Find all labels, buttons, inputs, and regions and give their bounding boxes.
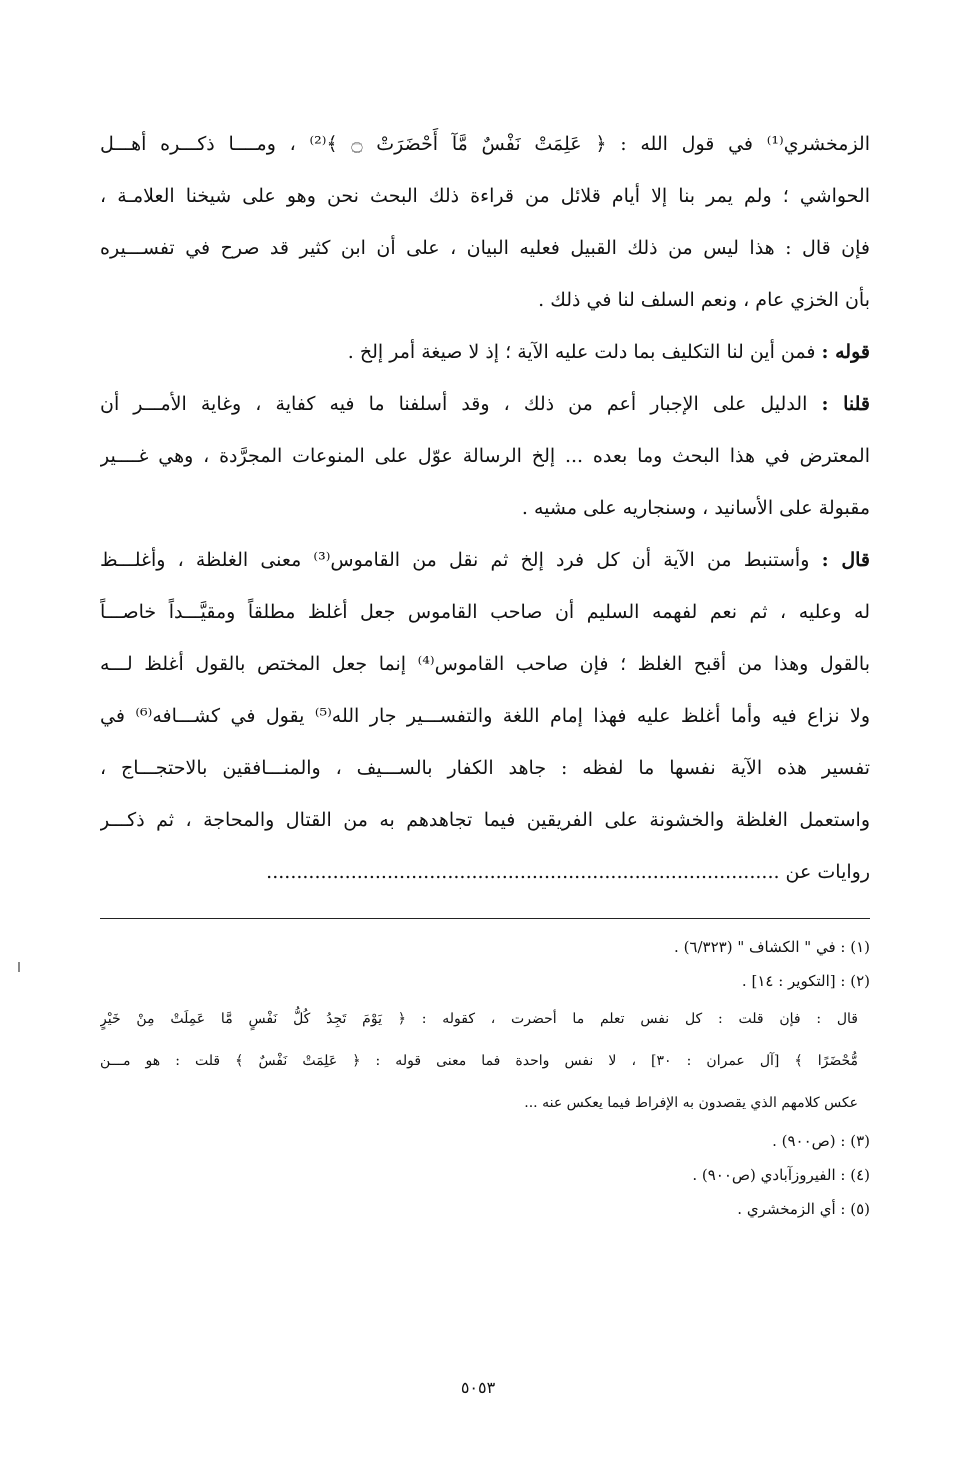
footnote-2-quote-line: قال : فإن قلت : كل نفس تعلم ما أحضرت ، كقوله : ﴿ يَوْمَ تَجِدُ كُلُّ نَفْسٍ مَّا عَمِلَتْ مِنْ خَيْرٍ [100,1011,858,1027]
footnote-2: (٢) : [التكوير : ١٤] . [741,972,870,990]
text-line: له وعليه ، ثم نعم لفهمه السليم أن صاحب القاموس جعل أغلظ مطلقاً ومقيَّـــداً خاصـــاً [100,601,870,623]
footnote-2-quote-line: عكس كلامهم الذي يقصدون به الإفراط فيما يعكس عنه ... [524,1095,858,1111]
qawluhu-text: فمن أين لنا التكليف بما دلت عليه الآية ؛ إذ لا صيغة أمر إلخ . [347,341,822,363]
qulna-paragraph [100,378,870,430]
text-line: روايات عن ..................................................................................... [266,861,870,883]
qala-first-line: وأستنبط من الآية أن كل فرد إلخ ثم نقل من القاموس⁽³⁾ معنى الغلظة ، وأغلـــظ [100,549,822,571]
qala-paragraph [100,534,870,586]
text-line: فإن قال : هذا ليس من ذلك القبيل فعليه البيان ، على أن ابن كثير قد صرح في تفســـيره [100,237,870,259]
qawluhu-paragraph [100,326,870,378]
text-line: ولا نزاع فيه وأما أغلظ عليه فهذا إمام اللغة والتفســـير جار الله⁽⁵⁾ يقول في كشـــافه⁽⁶⁾ في [100,705,870,727]
text-line: بأن الخزي عام ، ونعم السلف لنا في ذلك . [538,289,870,311]
main-text [100,118,870,898]
footnote-4: (٤) : الفيروزآبادي (ص٩٠٠) . [692,1166,870,1184]
qawluhu-lead: قوله : [821,341,870,363]
text-line: بالقول وهذا من أقبح الغلظ ؛ فإن صاحب القاموس⁽⁴⁾ إنما جعل المختص بالقول أغلظ لـــه [100,653,870,675]
text-line: المعترض في هذا البحث وما بعده ... إلخ الرسالة عوّل على المنوعات المجرَّدة ، وهي غــــير [100,445,870,467]
footnotes [100,930,870,1226]
text-line: واستعمل الغلظة والخشونة على الفريقين فيما تجاهدهم به من القتال والمحاجة ، ثم ذكـــر [100,809,870,831]
footnote-2-quote-line: مُّحْضَرًا ﴾ [آل عمران : ٣٠] ، لا نفس واحدة فما معنى قوله : ﴿ عَلِمَتْ نَفْسٌ ﴾ قلت : هو مـــن [100,1053,859,1069]
footnote-5: (٥) : أي الزمخشري . [737,1200,870,1218]
qulna-first-line: الدليل على الإجبار أعم من ذلك ، وقد أسلفنا ما فيه كفاية ، وغاية الأمـــر أن [100,393,822,415]
text-line: تفسير هذه الآية نفسها ما لفظه : جاهد الكفار بالســـيف ، والمنـــافقين بالاحتجـــاج ، [100,757,870,779]
footnote-1: (١) : في " الكشاف " (٦/٣٢٣) . [674,938,870,956]
page-number: ٥٠٥٣ [460,1378,496,1397]
text-line: مقبولة على الأسانيد ، وسنجاريه على مشيه . [521,497,870,519]
qulna-lead: قلنا : [821,393,870,415]
footnote-3: (٣) : (ص٩٠٠) . [772,1132,870,1150]
qala-lead: قال : [821,549,870,571]
margin-mark [18,962,20,972]
text-line: الزمخشري⁽¹⁾ في قول الله : ﴿ عَلِمَتْ نَفْسٌ مَّآ أَحْضَرَتْ ۝ ﴾⁽²⁾ ، ومــــا ذكـــره أهـــل [100,133,870,155]
footnote-separator [100,918,870,919]
text-line: الحواشي ؛ ولم يمر بنا إلا أيام قلائل من قراءة ذلك البحث نحن وهو على شيخنا العلامـة ، [100,185,870,207]
